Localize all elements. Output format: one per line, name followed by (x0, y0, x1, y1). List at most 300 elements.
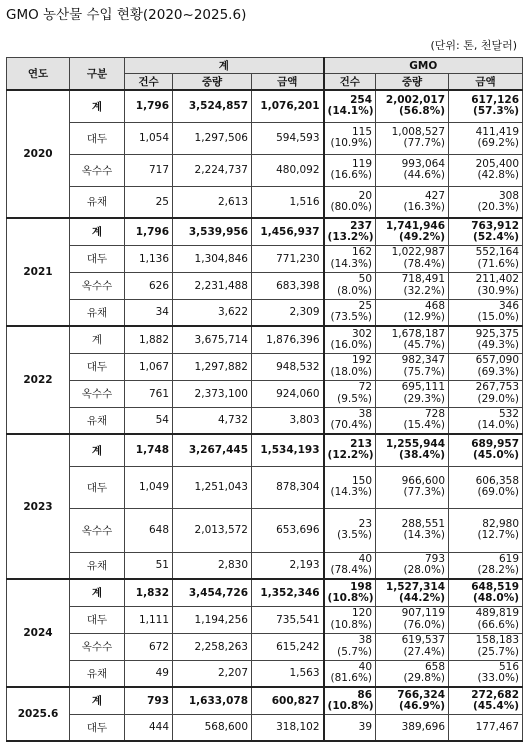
total-weight-cell: 2,231,488 (173, 272, 252, 299)
gmo-weight-cell (376, 579, 449, 606)
total-count-cell: 761 (125, 380, 173, 407)
gmo-amount-cell (449, 218, 523, 245)
gmo-share-percent: (57.3%) (473, 105, 520, 118)
year-cell: 2022 (7, 326, 70, 434)
gmo-value: 1,741,946 (385, 219, 446, 232)
category-cell: 유채 (70, 552, 125, 579)
total-count-cell: 1,832 (125, 579, 173, 606)
gmo-value: 552,164 (475, 246, 520, 259)
gmo-amount-cell (449, 466, 523, 508)
header-weight: 중량 (173, 74, 252, 91)
gmo-share-percent: (52.4%) (473, 230, 520, 243)
gmo-share-percent: (12.9%) (403, 311, 446, 324)
category-cell: 계 (70, 579, 125, 606)
table-row (7, 218, 523, 245)
gmo-share-percent: (42.8%) (477, 169, 520, 181)
category-cell: 계 (70, 434, 125, 466)
total-amount-cell: 318,102 (252, 714, 324, 741)
gmo-value: 213 (350, 438, 373, 451)
category-cell: 계 (70, 326, 125, 353)
total-weight-cell: 1,297,882 (173, 353, 252, 380)
gmo-share-percent: (10.8%) (327, 699, 374, 712)
gmo-value: 205,400 (475, 157, 520, 170)
total-weight-cell: 568,600 (173, 714, 252, 741)
gmo-value: 1,527,314 (385, 580, 446, 593)
gmo-amount-cell (449, 434, 523, 466)
total-count-cell: 54 (125, 407, 173, 434)
gmo-value: 211,402 (475, 273, 520, 286)
gmo-share-percent: (16.3%) (403, 200, 446, 213)
category-cell: 유채 (70, 299, 125, 326)
total-weight-cell: 2,613 (173, 186, 252, 218)
total-amount-cell: 1,352,346 (252, 579, 324, 606)
total-count-cell: 648 (125, 508, 173, 552)
gmo-amount-cell (449, 353, 523, 380)
gmo-count-cell (324, 245, 376, 272)
total-weight-cell: 1,251,043 (173, 466, 252, 508)
gmo-value: 2,002,017 (385, 94, 446, 107)
total-weight-cell: 3,622 (173, 299, 252, 326)
total-count-cell: 51 (125, 552, 173, 579)
gmo-weight-cell (376, 272, 449, 299)
total-count-cell: 793 (125, 687, 173, 714)
gmo-share-percent: (80.0%) (330, 200, 373, 213)
gmo-share-percent: (15.4%) (403, 419, 446, 432)
unit-note: (단위: 톤, 천달러) (430, 39, 517, 52)
total-weight-cell: 3,524,857 (173, 90, 252, 122)
gmo-count-cell (324, 508, 376, 552)
header-amount: 금액 (252, 74, 324, 91)
total-amount-cell: 1,076,201 (252, 90, 324, 122)
gmo-amount-cell (449, 90, 523, 122)
header-gmo-count: 건수 (324, 74, 376, 91)
gmo-value: 237 (350, 219, 373, 232)
gmo-value: 648,519 (471, 580, 520, 593)
gmo-value: 763,912 (471, 219, 520, 232)
gmo-weight-cell (376, 434, 449, 466)
gmo-amount-cell (449, 687, 523, 714)
gmo-share-percent: (8.0%) (337, 284, 373, 297)
total-amount-cell: 594,593 (252, 122, 324, 154)
gmo-share-percent: (76.0%) (403, 618, 446, 631)
gmo-share-percent: (49.2%) (399, 230, 446, 243)
table-row (7, 434, 523, 466)
category-cell: 유채 (70, 407, 125, 434)
total-count-cell: 1,136 (125, 245, 173, 272)
total-count-cell: 1,049 (125, 466, 173, 508)
gmo-count-cell (324, 122, 376, 154)
gmo-amount-cell (449, 606, 523, 633)
gmo-share-percent: (16.6%) (330, 169, 373, 181)
total-weight-cell: 1,194,256 (173, 606, 252, 633)
gmo-value: 982,347 (401, 354, 446, 367)
gmo-share-percent: (77.3%) (403, 486, 446, 498)
gmo-weight-cell (376, 90, 449, 122)
total-amount-cell: 3,803 (252, 407, 324, 434)
table-row (7, 714, 523, 741)
gmo-value: 516 (499, 661, 520, 674)
gmo-value: 302 (351, 327, 373, 340)
gmo-count-cell (324, 579, 376, 606)
gmo-value: 40 (358, 661, 373, 674)
gmo-share-percent: (13.2%) (327, 230, 374, 243)
gmo-share-percent: (46.9%) (399, 699, 446, 712)
gmo-share-percent: (27.4%) (403, 645, 446, 658)
gmo-value: 20 (358, 189, 373, 202)
gmo-value: 288,551 (401, 517, 446, 530)
table-header (7, 58, 523, 91)
gmo-share-percent: (48.0%) (473, 591, 520, 604)
gmo-count-cell (324, 606, 376, 633)
gmo-value: 993,064 (401, 157, 446, 170)
total-amount-cell: 878,304 (252, 466, 324, 508)
table-row (7, 245, 523, 272)
gmo-value: 657,090 (475, 354, 520, 367)
total-amount-cell: 735,541 (252, 606, 324, 633)
gmo-value: 198 (350, 580, 373, 593)
category-cell: 대두 (70, 714, 125, 741)
category-cell: 대두 (70, 466, 125, 508)
gmo-share-percent: (9.5%) (337, 392, 373, 405)
gmo-value: 120 (351, 607, 373, 620)
gmo-weight-cell (376, 407, 449, 434)
year-cell: 2024 (7, 579, 70, 687)
category-cell: 계 (70, 218, 125, 245)
gmo-amount-cell (449, 326, 523, 353)
gmo-amount-cell (449, 299, 523, 326)
gmo-value: 411,419 (475, 125, 520, 138)
gmo-amount-cell (449, 122, 523, 154)
table-row (7, 508, 523, 552)
gmo-value: 489,819 (475, 607, 520, 620)
header-category: 구분 (70, 58, 125, 91)
gmo-weight-cell (376, 353, 449, 380)
gmo-share-percent: (10.8%) (330, 618, 373, 631)
gmo-weight-cell (376, 633, 449, 660)
gmo-weight-cell (376, 687, 449, 714)
category-cell: 계 (70, 687, 125, 714)
gmo-weight-cell (376, 218, 449, 245)
total-weight-cell: 1,304,846 (173, 245, 252, 272)
table-row (7, 687, 523, 714)
total-weight-cell: 3,267,445 (173, 434, 252, 466)
total-amount-cell: 1,534,193 (252, 434, 324, 466)
total-count-cell: 1,882 (125, 326, 173, 353)
gmo-value: 718,491 (401, 273, 446, 286)
total-count-cell: 1,067 (125, 353, 173, 380)
gmo-value: 1,022,987 (391, 246, 446, 259)
table-row (7, 660, 523, 687)
gmo-share-percent: (32.2%) (403, 284, 446, 297)
gmo-share-percent: (77.7%) (403, 137, 446, 149)
gmo-share-percent: (70.4%) (330, 419, 373, 432)
gmo-amount-cell (449, 552, 523, 579)
gmo-value: 38 (358, 408, 373, 421)
gmo-weight-cell (376, 122, 449, 154)
total-count-cell: 672 (125, 633, 173, 660)
gmo-amount-cell (449, 579, 523, 606)
total-amount-cell: 615,242 (252, 633, 324, 660)
table-body (7, 90, 523, 741)
gmo-value: 267,753 (475, 381, 520, 394)
total-count-cell: 34 (125, 299, 173, 326)
gmo-amount-cell (449, 186, 523, 218)
gmo-value: 793 (424, 553, 446, 566)
year-cell: 2023 (7, 434, 70, 579)
gmo-value: 689,957 (471, 438, 520, 451)
gmo-share-percent: (69.0%) (477, 486, 520, 498)
gmo-value: 619,537 (401, 634, 446, 647)
total-weight-cell: 2,830 (173, 552, 252, 579)
gmo-value: 346 (499, 300, 520, 313)
gmo-weight-cell (376, 508, 449, 552)
gmo-value: 272,682 (471, 688, 520, 701)
gmo-share-percent: (29.3%) (403, 392, 446, 405)
gmo-value: 658 (424, 661, 446, 674)
gmo-share-percent: (14.0%) (477, 419, 520, 432)
gmo-share-percent: (45.0%) (473, 449, 520, 462)
gmo-value: 162 (351, 246, 373, 259)
gmo-share-percent: (28.2%) (477, 564, 520, 577)
gmo-value: 1,678,187 (391, 327, 446, 340)
gmo-count-cell (324, 434, 376, 466)
gmo-weight-cell (376, 380, 449, 407)
header-gmo-weight: 중량 (376, 74, 449, 91)
total-count-cell: 1,748 (125, 434, 173, 466)
category-cell: 유채 (70, 186, 125, 218)
table-row (7, 90, 523, 122)
gmo-share-percent: (25.7%) (477, 645, 520, 658)
gmo-share-percent: (66.6%) (477, 618, 520, 631)
gmo-count-cell (324, 186, 376, 218)
total-amount-cell: 924,060 (252, 380, 324, 407)
gmo-weight-cell (376, 466, 449, 508)
gmo-share-percent: (78.4%) (403, 257, 446, 270)
gmo-share-percent: (30.9%) (477, 284, 520, 297)
gmo-share-percent: (18.0%) (330, 365, 373, 378)
gmo-share-percent: (20.3%) (477, 200, 520, 213)
gmo-share-percent: (33.0%) (477, 672, 520, 685)
gmo-share-percent: (81.6%) (330, 672, 373, 685)
gmo-share-percent: (14.3%) (330, 486, 373, 498)
gmo-value: 82,980 (482, 517, 520, 530)
gmo-amount-cell (449, 154, 523, 186)
gmo-value: 158,183 (475, 634, 520, 647)
total-count-cell: 1,111 (125, 606, 173, 633)
total-weight-cell: 3,539,956 (173, 218, 252, 245)
gmo-value: 695,111 (401, 381, 446, 394)
gmo-count-cell (324, 407, 376, 434)
total-count-cell: 1,054 (125, 122, 173, 154)
category-cell: 유채 (70, 660, 125, 687)
table-row (7, 122, 523, 154)
gmo-value: 50 (358, 273, 373, 286)
total-weight-cell: 2,373,100 (173, 380, 252, 407)
table-row (7, 552, 523, 579)
total-count-cell: 1,796 (125, 218, 173, 245)
gmo-weight-cell (376, 552, 449, 579)
gmo-amount-cell (449, 245, 523, 272)
gmo-weight-cell (376, 660, 449, 687)
total-count-cell: 1,796 (125, 90, 173, 122)
gmo-count-cell (324, 272, 376, 299)
table-row (7, 466, 523, 508)
gmo-share-percent: (45.7%) (403, 338, 446, 351)
gmo-count-cell (324, 633, 376, 660)
total-amount-cell: 600,827 (252, 687, 324, 714)
gmo-share-percent: (14.3%) (330, 257, 373, 270)
gmo-share-percent: (49.3%) (477, 338, 520, 351)
gmo-amount-cell (449, 508, 523, 552)
total-weight-cell: 1,633,078 (173, 687, 252, 714)
header-year: 연도 (7, 58, 70, 91)
total-count-cell: 25 (125, 186, 173, 218)
gmo-count-cell (324, 353, 376, 380)
gmo-value: 115 (351, 125, 373, 138)
gmo-value: 389,696 (401, 720, 446, 733)
gmo-share-percent: (69.3%) (477, 365, 520, 378)
header-total-group: 계 (125, 58, 324, 74)
gmo-value: 192 (351, 354, 373, 367)
total-weight-cell: 4,732 (173, 407, 252, 434)
total-amount-cell: 683,398 (252, 272, 324, 299)
total-weight-cell: 3,675,714 (173, 326, 252, 353)
total-amount-cell: 948,532 (252, 353, 324, 380)
gmo-import-table (6, 57, 523, 742)
header-gmo-amount: 금액 (449, 74, 523, 91)
gmo-share-percent: (3.5%) (337, 529, 373, 541)
gmo-weight-cell (376, 154, 449, 186)
gmo-value: 40 (358, 553, 373, 566)
gmo-amount-cell (449, 407, 523, 434)
gmo-value: 150 (351, 474, 373, 487)
gmo-value: 617,126 (471, 94, 520, 107)
table-row (7, 579, 523, 606)
gmo-amount-cell (449, 272, 523, 299)
gmo-value: 38 (358, 634, 373, 647)
gmo-value: 766,324 (397, 688, 446, 701)
total-weight-cell: 3,454,726 (173, 579, 252, 606)
gmo-value: 907,119 (401, 607, 446, 620)
table-row (7, 633, 523, 660)
total-amount-cell: 1,516 (252, 186, 324, 218)
category-cell: 대두 (70, 245, 125, 272)
table-row (7, 380, 523, 407)
gmo-amount-cell (449, 660, 523, 687)
total-weight-cell: 2,013,572 (173, 508, 252, 552)
table-row (7, 407, 523, 434)
total-amount-cell: 2,193 (252, 552, 324, 579)
gmo-share-percent: (12.2%) (327, 449, 374, 462)
total-amount-cell: 1,563 (252, 660, 324, 687)
gmo-weight-cell (376, 299, 449, 326)
gmo-value: 606,358 (475, 474, 520, 487)
table-row (7, 272, 523, 299)
gmo-amount-cell (449, 633, 523, 660)
year-cell: 2021 (7, 218, 70, 326)
gmo-value: 925,375 (475, 327, 520, 340)
total-amount-cell: 480,092 (252, 154, 324, 186)
gmo-weight-cell (376, 326, 449, 353)
category-cell: 옥수수 (70, 380, 125, 407)
gmo-value: 177,467 (475, 720, 520, 733)
header-count: 건수 (125, 74, 173, 91)
table-row (7, 353, 523, 380)
gmo-share-percent: (16.0%) (330, 338, 373, 351)
gmo-count-cell (324, 154, 376, 186)
gmo-value: 966,600 (401, 474, 446, 487)
gmo-share-percent: (14.1%) (327, 105, 374, 118)
total-count-cell: 49 (125, 660, 173, 687)
category-cell: 대두 (70, 606, 125, 633)
gmo-share-percent: (44.2%) (399, 591, 446, 604)
gmo-share-percent: (71.6%) (477, 257, 520, 270)
gmo-share-percent: (44.6%) (403, 169, 446, 181)
table-row (7, 299, 523, 326)
gmo-share-percent: (29.8%) (403, 672, 446, 685)
table-row (7, 606, 523, 633)
table-row (7, 186, 523, 218)
gmo-share-percent: (28.0%) (403, 564, 446, 577)
gmo-count-cell (324, 714, 376, 741)
gmo-value: 254 (350, 94, 373, 107)
category-cell: 계 (70, 90, 125, 122)
gmo-share-percent: (29.0%) (477, 392, 520, 405)
table-row (7, 326, 523, 353)
gmo-value: 728 (424, 408, 446, 421)
gmo-value: 1,008,527 (391, 125, 446, 138)
gmo-share-percent: (78.4%) (330, 564, 373, 577)
total-amount-cell: 771,230 (252, 245, 324, 272)
total-amount-cell: 2,309 (252, 299, 324, 326)
gmo-share-percent: (69.2%) (477, 137, 520, 149)
year-cell: 2020 (7, 90, 70, 218)
gmo-count-cell (324, 218, 376, 245)
total-amount-cell: 1,876,396 (252, 326, 324, 353)
gmo-count-cell (324, 326, 376, 353)
page-title: GMO 농산물 수입 현황(2020~2025.6) (6, 7, 247, 23)
year-cell: 2025.6 (7, 687, 70, 741)
gmo-count-cell (324, 660, 376, 687)
gmo-share-percent: (73.5%) (330, 311, 373, 324)
gmo-share-percent: (5.7%) (337, 645, 373, 658)
gmo-value: 119 (351, 157, 373, 170)
gmo-weight-cell (376, 606, 449, 633)
gmo-weight-cell (376, 714, 449, 741)
category-cell: 대두 (70, 122, 125, 154)
gmo-weight-cell (376, 245, 449, 272)
total-amount-cell: 1,456,937 (252, 218, 324, 245)
category-cell: 옥수수 (70, 272, 125, 299)
gmo-value: 23 (358, 517, 373, 530)
total-weight-cell: 2,207 (173, 660, 252, 687)
table-row (7, 154, 523, 186)
gmo-amount-cell (449, 380, 523, 407)
gmo-value: 72 (358, 381, 373, 394)
gmo-share-percent: (75.7%) (403, 365, 446, 378)
gmo-value: 619 (499, 553, 520, 566)
gmo-value: 25 (358, 300, 373, 313)
gmo-share-percent: (15.0%) (477, 311, 520, 324)
gmo-value: 39 (358, 720, 373, 733)
gmo-share-percent: (38.4%) (399, 449, 446, 462)
gmo-value: 427 (424, 189, 446, 202)
total-count-cell: 626 (125, 272, 173, 299)
gmo-count-cell (324, 299, 376, 326)
gmo-share-percent: (10.9%) (330, 137, 373, 149)
category-cell: 옥수수 (70, 633, 125, 660)
gmo-value: 468 (424, 300, 446, 313)
